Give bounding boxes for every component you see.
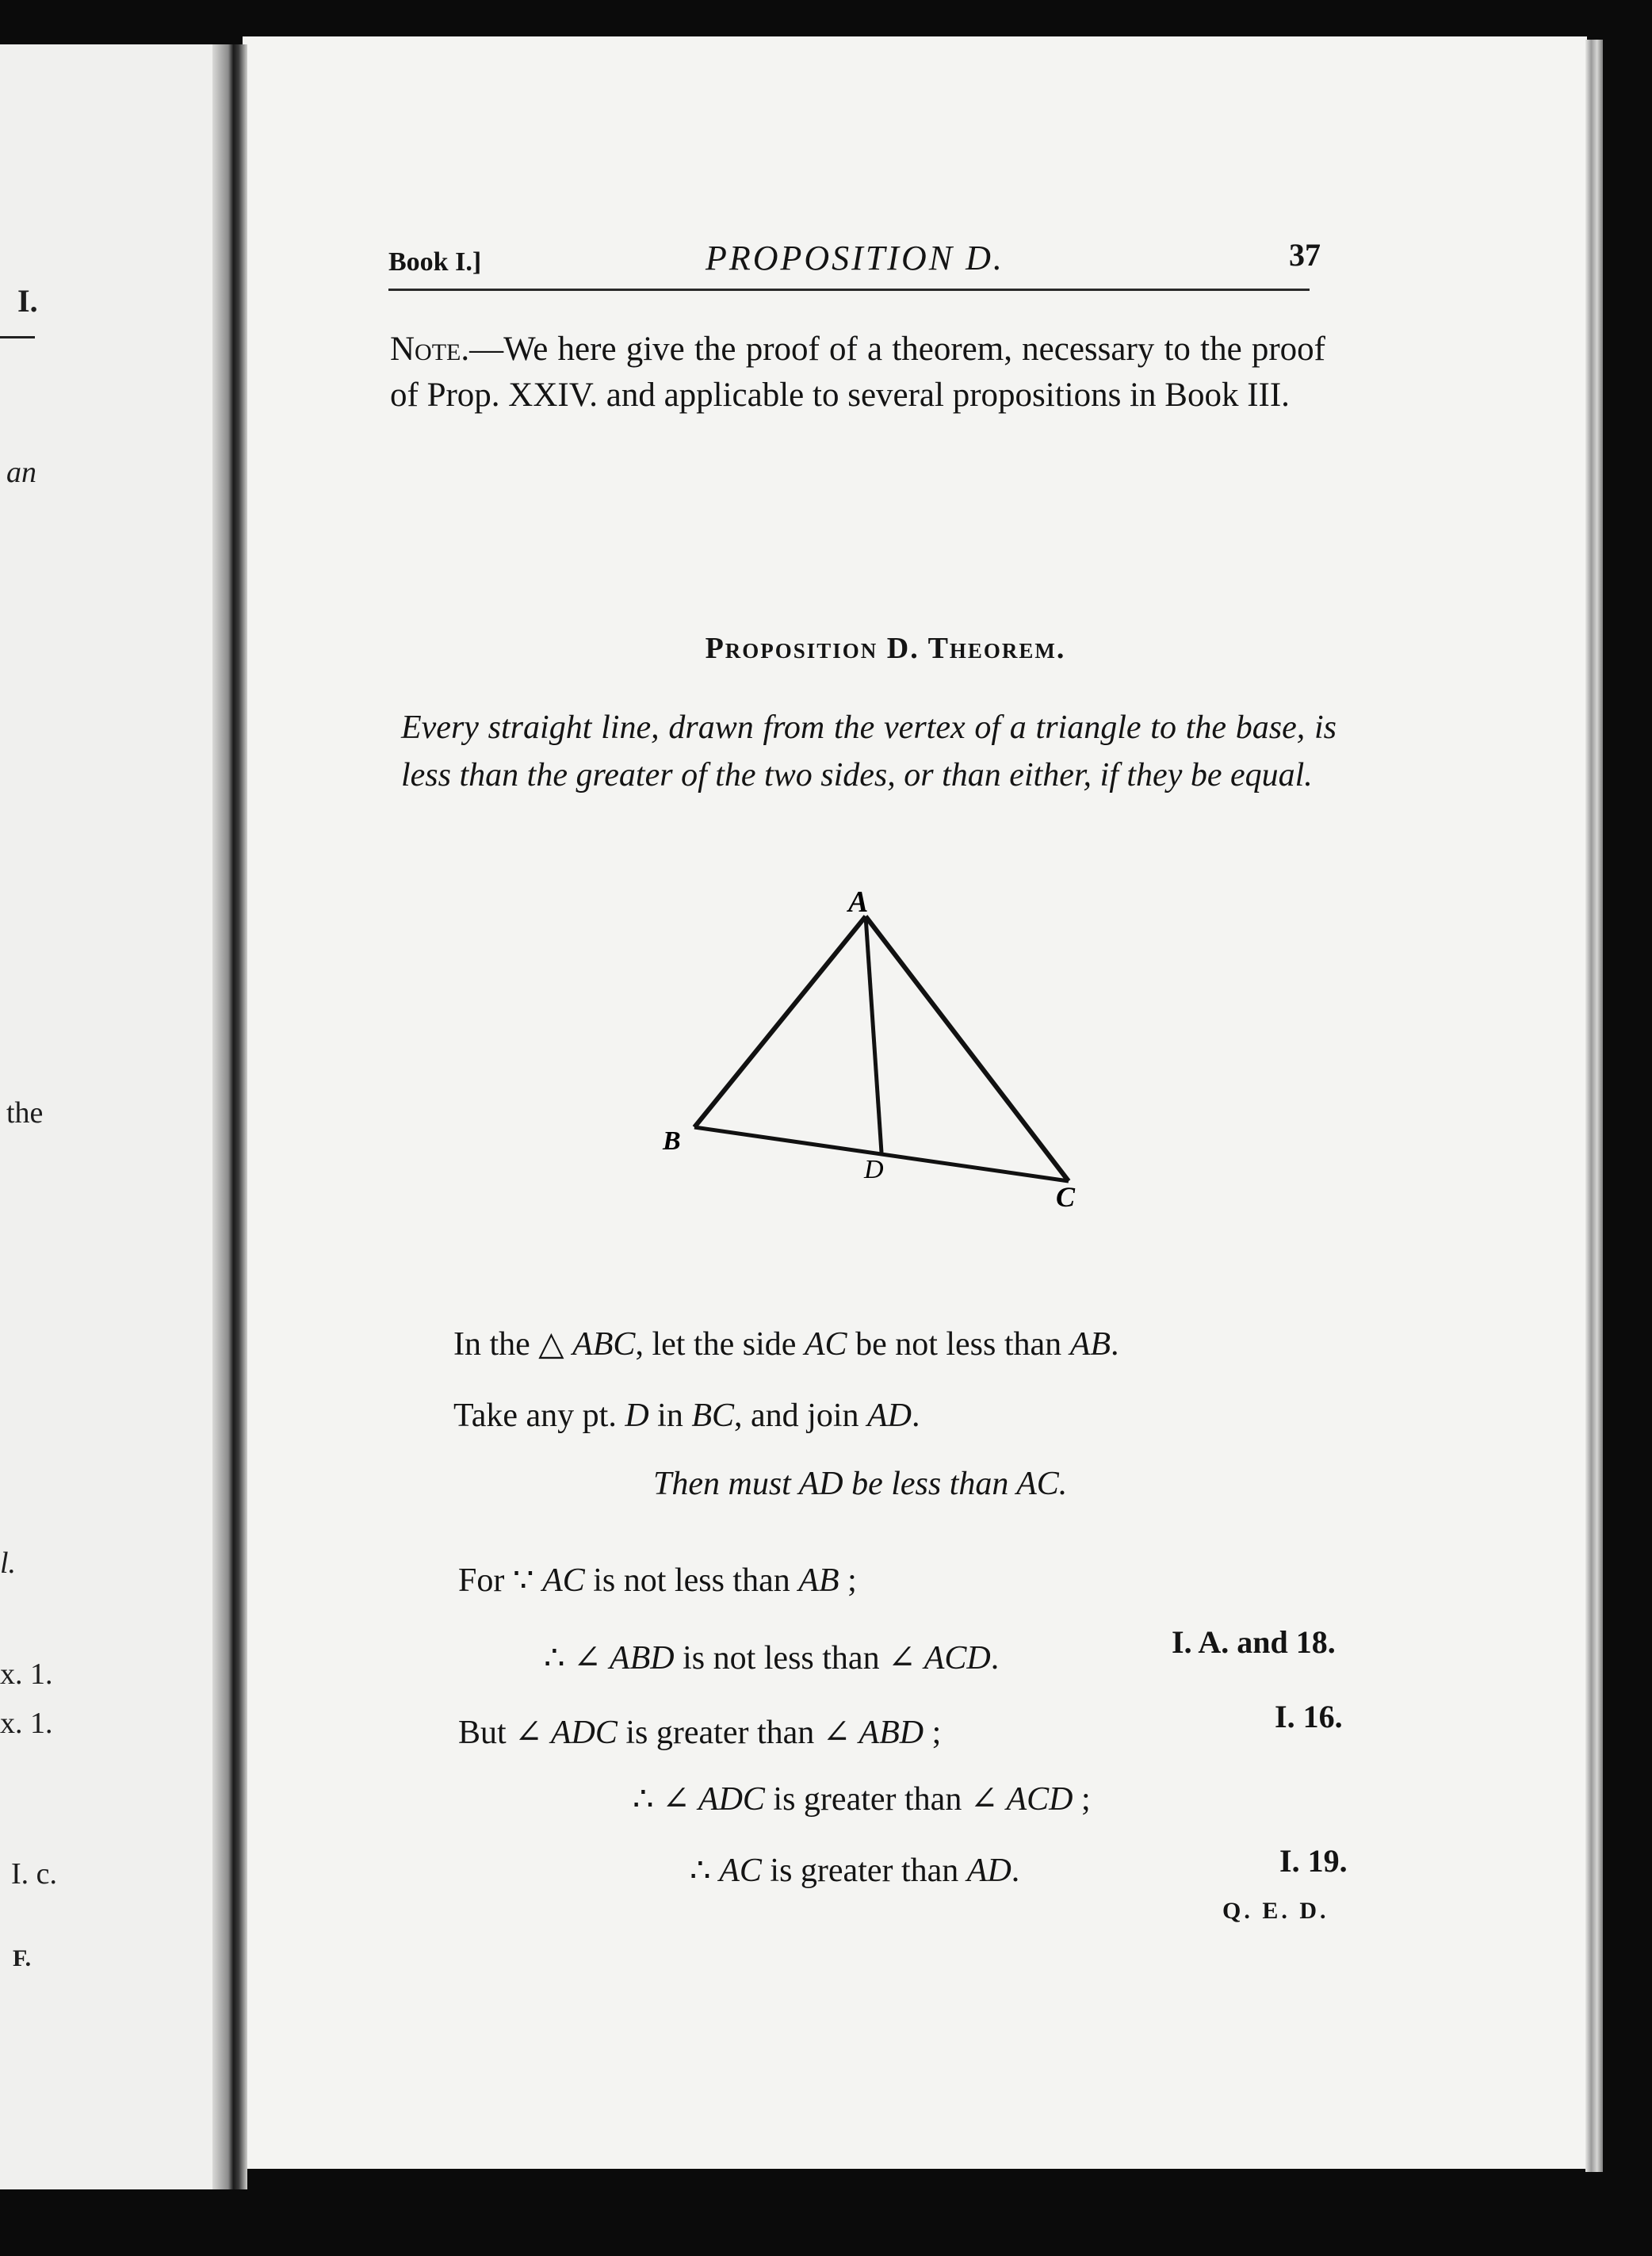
- reference: I. A. and 18.: [1172, 1624, 1336, 1660]
- label-d: D: [864, 1155, 884, 1184]
- left-fragment: I. c.: [11, 1857, 58, 1891]
- segment: AC: [542, 1562, 585, 1599]
- side-ab: [694, 916, 866, 1127]
- reference: I. 19.: [1279, 1843, 1348, 1879]
- left-fragment: I.: [17, 283, 38, 319]
- angle: ADC: [698, 1781, 765, 1818]
- segment: BC: [691, 1398, 735, 1434]
- side-ac: [866, 916, 1069, 1181]
- text: .: [1011, 1853, 1020, 1889]
- label-a: A: [848, 885, 869, 919]
- left-fragment: x. 1.: [0, 1707, 53, 1740]
- angle: ABD: [609, 1640, 675, 1677]
- text: is greater than: [770, 1853, 959, 1889]
- left-fragment: l.: [0, 1547, 17, 1580]
- page-number: 37: [1289, 237, 1321, 273]
- text: is greater than ∠: [625, 1715, 851, 1751]
- proof-line-4: [458, 1560, 857, 1600]
- angle: ACD: [924, 1640, 991, 1677]
- triangle-name: ABC: [572, 1326, 636, 1363]
- text: ∴: [690, 1853, 711, 1889]
- text: Take any pt.: [453, 1398, 617, 1434]
- note-text: —We here give the proof of a theorem, necessary to the proof of Prop. XXIV. and applicable to several propositions in Book III.: [390, 331, 1325, 414]
- proof-line-5: [544, 1638, 999, 1677]
- running-head-title: PROPOSITION D.: [706, 239, 1004, 277]
- enunciation: Every straight line, drawn from the vertex of a triangle to the base, is less than the greater of the two sides, or than either, if they be equal.: [401, 709, 1337, 793]
- left-fragment: an: [6, 456, 36, 489]
- angle: ABD: [859, 1715, 924, 1751]
- left-fragment: F.: [13, 1945, 32, 1971]
- text: ;: [847, 1562, 857, 1599]
- triangle-figure: [650, 880, 1110, 1237]
- segment: AC: [804, 1326, 847, 1363]
- text: But ∠: [458, 1715, 543, 1751]
- segment: AB: [1069, 1326, 1111, 1363]
- proof-line-7: [633, 1779, 1091, 1818]
- text: ∴ ∠: [544, 1640, 602, 1677]
- book-gutter: [212, 44, 247, 2189]
- text: be not less than: [855, 1326, 1062, 1363]
- note-label: Note.: [390, 331, 470, 368]
- text: , let the side: [635, 1326, 797, 1363]
- angle: ADC: [550, 1715, 618, 1751]
- angle: ACD: [1006, 1781, 1073, 1818]
- text: is greater than ∠: [773, 1781, 999, 1818]
- text: ;: [931, 1715, 942, 1751]
- text: ∴ ∠: [633, 1781, 690, 1818]
- left-fragment: x. 1.: [0, 1658, 53, 1691]
- text: For ∵: [458, 1562, 534, 1599]
- page-edge: [1585, 40, 1603, 2172]
- proof-line-6: [458, 1712, 941, 1752]
- proof-conclusion-statement: Then must AD be less than AC.: [653, 1466, 1068, 1502]
- note-paragraph: [390, 327, 1325, 419]
- label-c: C: [1056, 1181, 1076, 1213]
- triangle-diagram: [650, 880, 1110, 1237]
- left-rule: [0, 336, 35, 338]
- left-fragment: the: [6, 1096, 44, 1130]
- header-rule: [388, 289, 1310, 291]
- text: .: [1111, 1326, 1119, 1363]
- point: D: [625, 1398, 649, 1434]
- qed-mark: Q. E. D.: [1222, 1898, 1329, 1924]
- text: .: [912, 1398, 920, 1434]
- proof-line-8: [690, 1850, 1019, 1890]
- segment: AD: [867, 1398, 912, 1434]
- running-head-book: Book I.]: [388, 247, 482, 277]
- text: , and join: [734, 1398, 859, 1434]
- text: ;: [1081, 1781, 1091, 1818]
- text: in: [657, 1398, 683, 1434]
- text: is not less than: [593, 1562, 790, 1599]
- text: In the △: [453, 1326, 564, 1363]
- reference: I. 16.: [1275, 1699, 1343, 1734]
- proof-line-1: [453, 1324, 1119, 1363]
- segment: AB: [798, 1562, 839, 1599]
- line-ad: [866, 916, 881, 1153]
- proof-line-2: [453, 1397, 920, 1435]
- segment: AC: [719, 1853, 762, 1889]
- text: is not less than ∠: [683, 1640, 916, 1677]
- segment: AD: [966, 1853, 1011, 1889]
- label-b: B: [663, 1126, 681, 1156]
- text: .: [990, 1640, 1000, 1677]
- proposition-title: Proposition D. Theorem.: [705, 632, 1066, 665]
